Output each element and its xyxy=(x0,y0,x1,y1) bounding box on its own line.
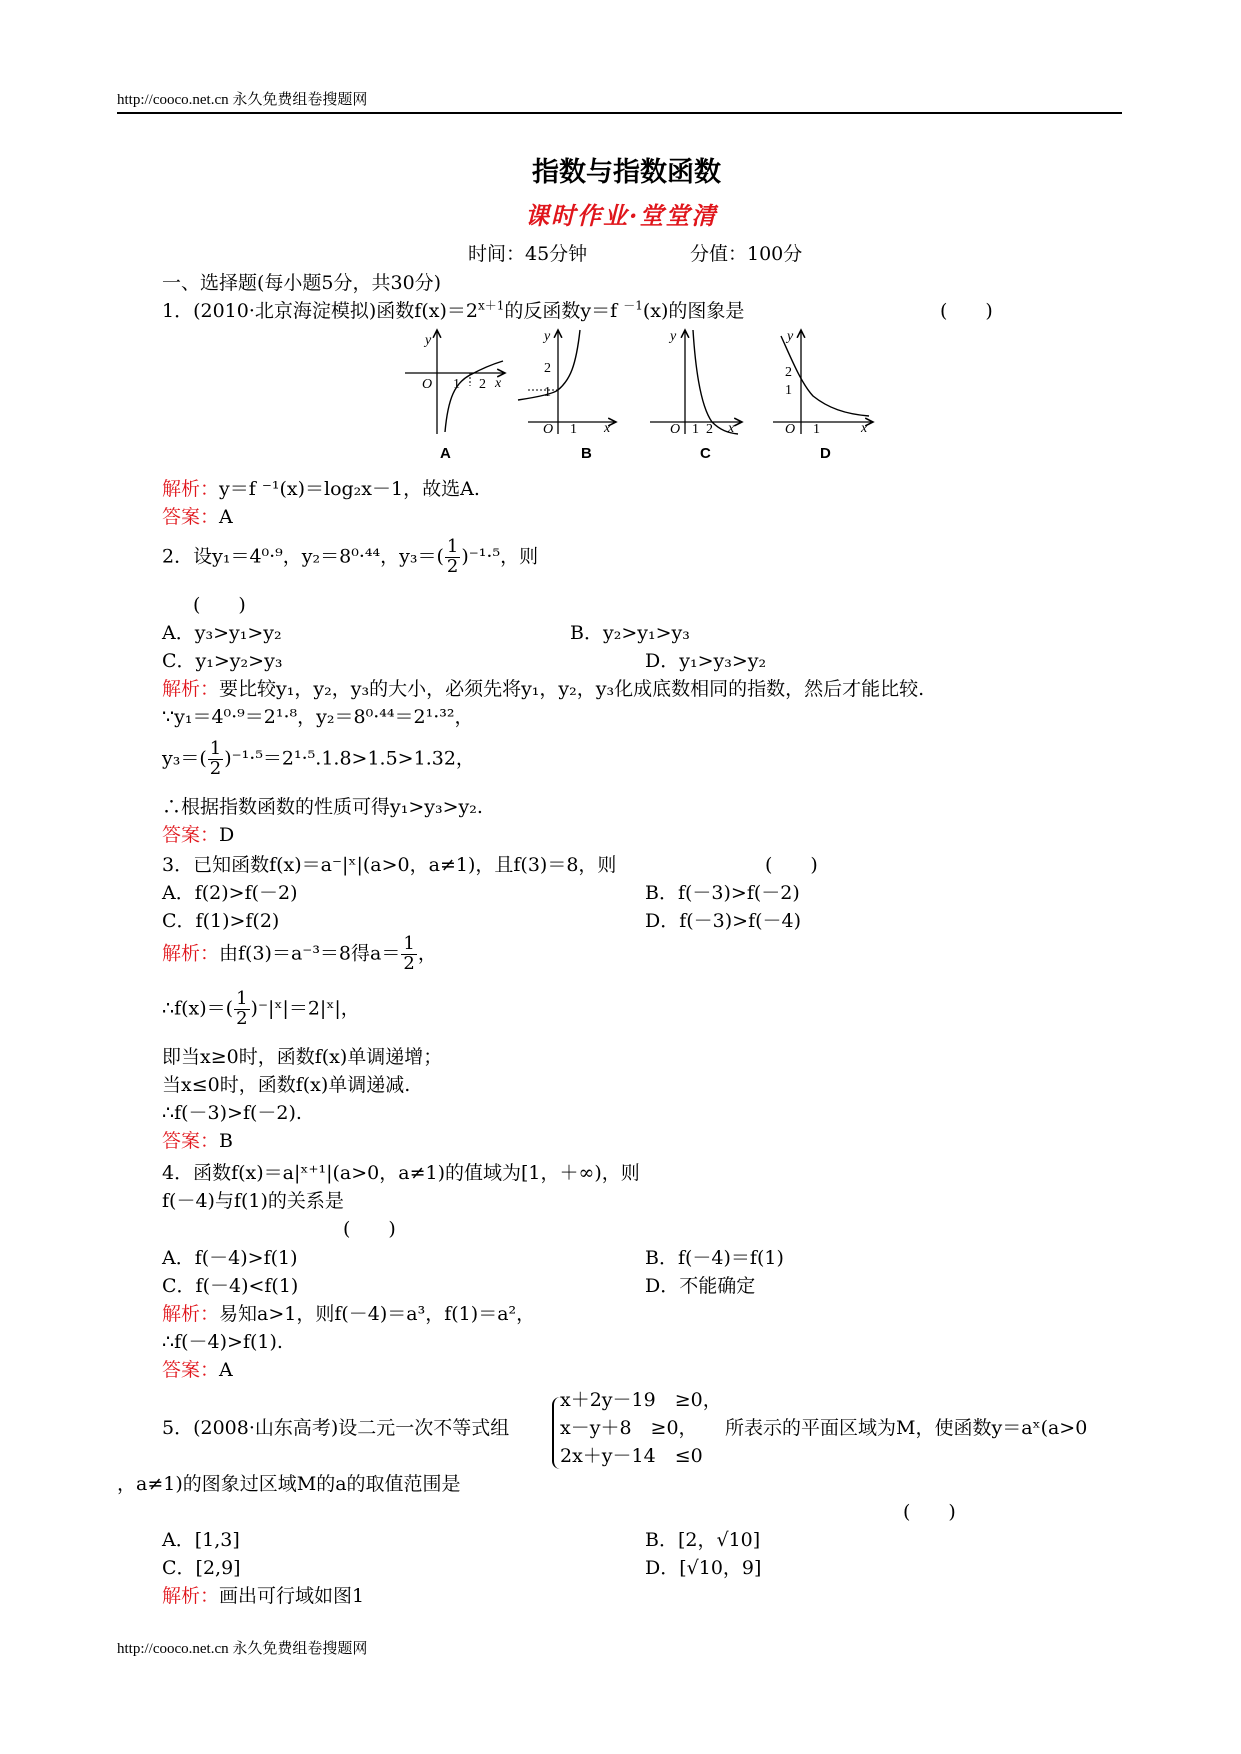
ans-label: 答案： xyxy=(162,824,220,846)
header-site: http://cooco.net.cn 永久免费组卷搜题网 xyxy=(117,92,368,108)
sol-label: 解析： xyxy=(162,1585,220,1607)
sol-label: 解析： xyxy=(162,942,220,965)
q1-text3: (x)的图象是 xyxy=(642,300,745,322)
q5-solution xyxy=(162,1581,364,1608)
q4-stem: 4．函数f(x)＝a|ˣ⁺¹|(a>0，a≠1)的值域为[1，＋∞)，则 xyxy=(162,1162,640,1184)
q4-opt-a: A．f(－4)>f(1) xyxy=(162,1247,298,1269)
svg-text:O: O xyxy=(422,377,433,392)
q3-sol4: 当x≤0时，函数f(x)单调递减. xyxy=(162,1074,411,1096)
graph-a xyxy=(405,330,505,434)
sol-text: 易知a>1，则f(－4)＝a³，f(1)＝a²， xyxy=(219,1303,536,1325)
ans-label: 答案： xyxy=(162,506,220,528)
q3-opt-b: B．f(－3)>f(－2) xyxy=(645,882,800,904)
section-heading: 一、选择题(每小题5分，共30分) xyxy=(162,272,442,294)
q5-paren: ( ) xyxy=(903,1501,956,1523)
svg-text:O: O xyxy=(785,422,796,436)
svg-text:2: 2 xyxy=(479,377,486,392)
sol-label: 解析： xyxy=(162,678,220,700)
svg-text:O: O xyxy=(543,422,554,436)
graph-label-c: C xyxy=(700,445,711,462)
q1-graphs xyxy=(405,328,875,436)
q2-opt-d: D．y₁>y₃>y₂ xyxy=(645,650,767,672)
q5-opt-d: D．[√10，9] xyxy=(645,1557,762,1579)
page-title: 指数与指数函数 xyxy=(532,157,721,188)
q5-stem2: 所表示的平面区域为M，使函数y＝aˣ(a>0 xyxy=(725,1417,1088,1439)
sol-text: 由f(3)＝a⁻³＝8得a＝ xyxy=(219,942,401,965)
sol-label: 解析： xyxy=(162,478,220,500)
graph-label-a: A xyxy=(440,445,451,462)
q2-paren: ( ) xyxy=(193,594,246,616)
q5-sys2: x－y＋8 ≥0， xyxy=(560,1417,698,1439)
q2-opt-a: A．y₃>y₁>y₂ xyxy=(162,622,282,644)
svg-text:y: y xyxy=(787,329,794,344)
q1-stem xyxy=(162,296,744,323)
svg-text:O: O xyxy=(670,422,681,436)
q2-text: 2．设y₁＝4⁰·⁹，y₂＝8⁰·⁴⁴，y₃＝( xyxy=(162,545,444,568)
q3-answer xyxy=(162,1126,233,1153)
svg-text:2: 2 xyxy=(706,422,713,436)
svg-text:1: 1 xyxy=(692,422,699,436)
header-rule xyxy=(117,112,1122,114)
q1-exp: x＋1 xyxy=(477,298,505,313)
q4-opt-c: C．f(－4)<f(1) xyxy=(162,1275,299,1297)
q5-sys1: x＋2y－19 ≥0， xyxy=(560,1389,722,1411)
sol-text: 画出可行域如图1 xyxy=(219,1585,365,1607)
q3-opt-c: C．f(1)>f(2) xyxy=(162,910,280,932)
ans-value: A xyxy=(219,506,233,528)
svg-text:1: 1 xyxy=(544,385,551,400)
svg-text:y: y xyxy=(425,333,432,348)
q2-stem xyxy=(162,538,538,577)
q5-sys3: 2x＋y－14 ≤0 xyxy=(560,1445,703,1467)
svg-text:x: x xyxy=(728,421,735,436)
q2-answer xyxy=(162,820,234,847)
q5-opt-c: C．[2,9] xyxy=(162,1557,241,1579)
q3-sol2: ∴f(x)＝( $\frac{1}{2}$ )⁻|ˣ|＝2|ˣ|， xyxy=(162,988,360,1029)
q1-text: 1．(2010·北京海淀模拟)函数f(x)＝2 xyxy=(162,300,478,322)
sol-text: y＝f ⁻¹(x)＝log₂x－1，故选A. xyxy=(219,478,480,500)
q3-opt-d: D．f(－3)>f(－4) xyxy=(645,910,802,932)
q4-opt-b: B．f(－4)＝f(1) xyxy=(645,1247,784,1269)
svg-text:x: x xyxy=(861,421,868,436)
q4-sol2: ∴f(－4)>f(1). xyxy=(162,1331,283,1353)
ans-label: 答案： xyxy=(162,1359,220,1381)
q3-opt-a: A．f(2)>f(－2) xyxy=(162,882,298,904)
graph-c xyxy=(650,329,742,436)
q2-sol2: ∵y₁＝4⁰·⁹＝2¹·⁸，y₂＝8⁰·⁴⁴＝2¹·³²， xyxy=(162,706,474,728)
q2-solution xyxy=(162,674,924,701)
sol-text: 要比较y₁，y₂，y₃的大小，必须先将y₁，y₂，y₃化成底数相同的指数，然后才能比较. xyxy=(219,678,925,700)
q2-opt-c: C．y₁>y₂>y₃ xyxy=(162,650,283,672)
q1-inv: －1 xyxy=(623,298,643,313)
time-info: 时间：45分钟 xyxy=(468,243,588,265)
q3-solution: 解析：由f(3)＝a⁻³＝8得a＝ $\frac{1}{2}$ ， xyxy=(162,933,437,974)
q2-text2: )⁻¹·⁵，则 xyxy=(461,545,539,568)
score-info: 分值：100分 xyxy=(690,243,803,265)
q1-answer xyxy=(162,502,233,529)
svg-text:y: y xyxy=(670,329,677,344)
q5-stem3: ，a≠1)的图象过区域M的a的取值范围是 xyxy=(117,1473,461,1495)
svg-text:x: x xyxy=(604,421,611,436)
q5-opt-b: B．[2，√10] xyxy=(645,1529,761,1551)
q2-frac: $\frac{1}{2}$ xyxy=(446,536,459,577)
graph-label-b: B xyxy=(581,445,592,462)
q4-paren: ( ) xyxy=(343,1218,396,1240)
q3-paren: ( ) xyxy=(765,854,818,876)
q1-paren: ( ) xyxy=(940,300,993,322)
q4-solution xyxy=(162,1299,535,1326)
svg-text:1: 1 xyxy=(813,422,820,436)
ans-value: B xyxy=(219,1130,233,1152)
q1-solution xyxy=(162,474,480,501)
q3-sol3: 即当x≥0时，函数f(x)单调递增； xyxy=(162,1046,443,1068)
ans-value: D xyxy=(219,824,235,846)
graph-d xyxy=(773,329,873,436)
q2-sol3: y₃＝( $\frac{1}{2}$ )⁻¹·⁵＝2¹·⁵.1.8>1.5>1.32， xyxy=(162,738,475,779)
svg-text:1: 1 xyxy=(785,383,792,398)
svg-text:x: x xyxy=(495,376,502,391)
svg-text:1: 1 xyxy=(453,377,460,392)
page-subtitle: 课时作业·堂堂清 xyxy=(525,201,718,230)
svg-text:2: 2 xyxy=(544,361,551,376)
svg-text:y: y xyxy=(544,329,551,344)
q3-sol5: ∴f(－3)>f(－2). xyxy=(162,1102,302,1124)
q4-stem2: f(－4)与f(1)的关系是 xyxy=(162,1190,344,1212)
graph-label-d: D xyxy=(820,445,831,462)
q2-sol4: ∴根据指数函数的性质可得y₁>y₃>y₂. xyxy=(162,796,483,818)
svg-text:2: 2 xyxy=(785,365,792,380)
footer-site: http://cooco.net.cn 永久免费组卷搜题网 xyxy=(117,1641,368,1657)
q5-stem: 5．(2008·山东高考)设二元一次不等式组 xyxy=(162,1417,510,1439)
q5-opt-a: A．[1,3] xyxy=(162,1529,240,1551)
q2-opt-b: B．y₂>y₁>y₃ xyxy=(570,622,690,644)
q3-stem: 3．已知函数f(x)＝a⁻|ˣ|(a>0，a≠1)，且f(3)＝8，则 xyxy=(162,854,617,876)
ans-label: 答案： xyxy=(162,1130,220,1152)
q4-opt-d: D．不能确定 xyxy=(645,1275,756,1297)
q4-answer xyxy=(162,1355,233,1382)
q1-text2: 的反函数y＝f xyxy=(504,300,624,322)
graph-b xyxy=(518,329,616,436)
sol-label: 解析： xyxy=(162,1303,220,1325)
ans-value: A xyxy=(219,1359,233,1381)
svg-text:1: 1 xyxy=(570,422,577,436)
